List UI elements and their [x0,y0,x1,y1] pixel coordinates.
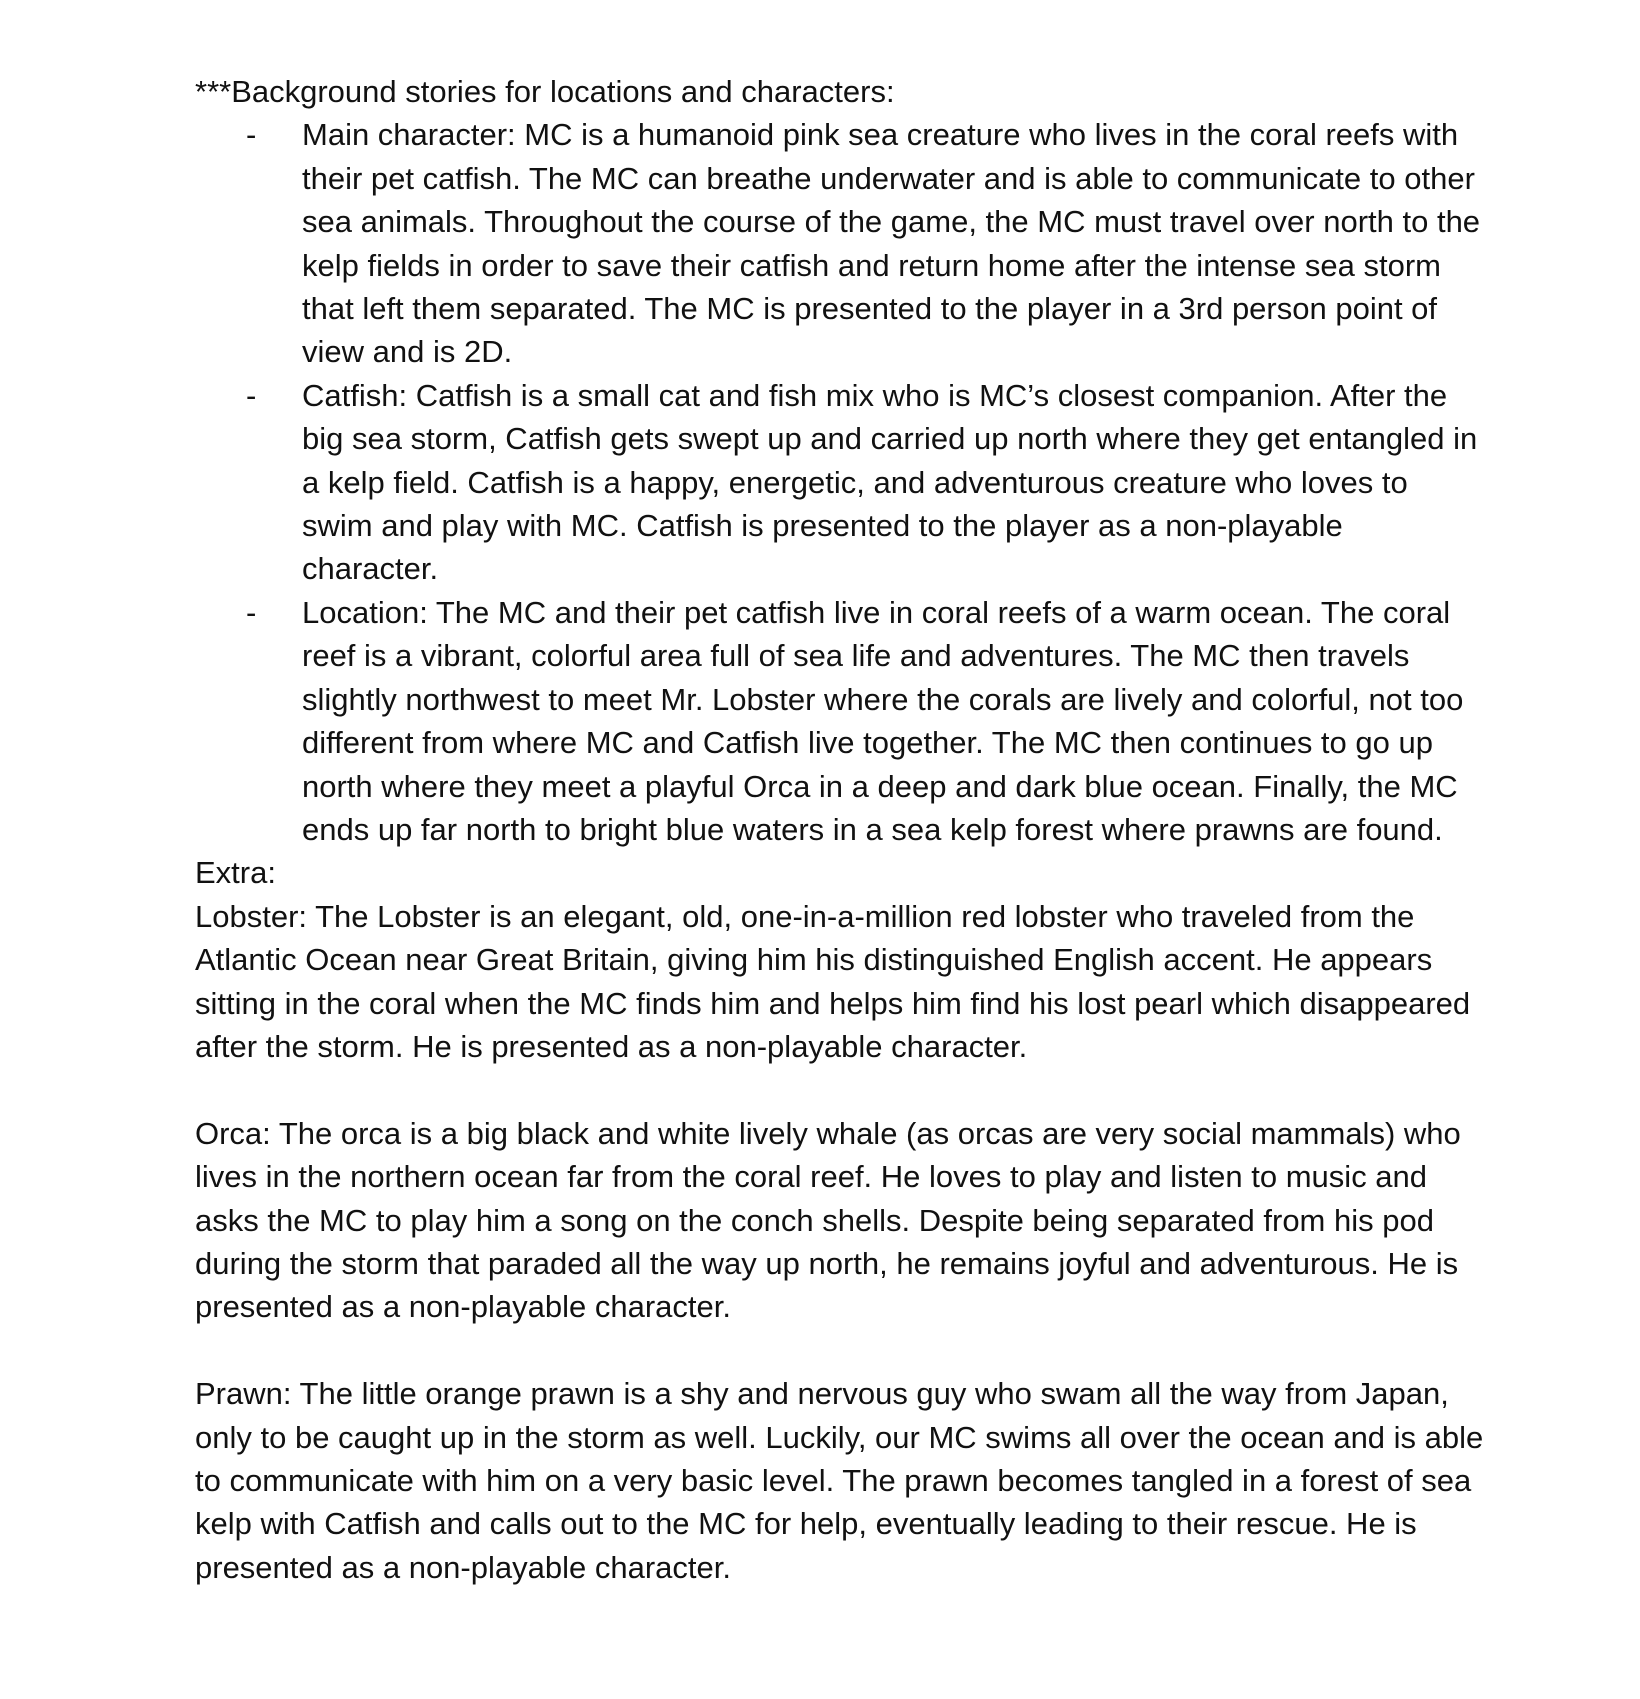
bullet-text-main-character: Main character: MC is a humanoid pink sea creature who lives in the coral reefs with their pet catfish. The MC can breathe underwater and is able to communicate to other sea animals. Throughout the course of the game, the MC must travel over north to the kelp fields in order to save their catfish and return home after the intense sea storm that left them separated. The MC is presented to the player in a 3rd person point of view and is 2D. [302,117,1481,370]
paragraph-spacer [195,1329,1485,1372]
paragraph-prawn: Prawn: The little orange prawn is a shy and nervous guy who swam all the way from Japan, only to be caught up in the storm as well. Luckily, our MC swims all over the ocean and is able to communicate with him on a very basic level. The prawn becomes tangled in a forest of sea kelp with Catfish and calls out to the MC for help, eventually leading to their rescue. He is presented as a non-playable character. [195,1376,1484,1585]
bullet-item-catfish [195,374,1485,591]
section-heading: ***Background stories for locations and characters: [195,74,895,109]
bullet-list [195,113,1485,851]
document-body [195,70,1485,1589]
paragraph-orca: Orca: The orca is a big black and white lively whale (as orcas are very social mammals) who lives in the northern ocean far from the coral reef. He loves to play and listen to music and asks the MC to play him a song on the conch shells. Despite being separated from his pod during the storm that paraded all the way up north, he remains joyful and adventurous. He is presented as a non-playable character. [195,1115,1461,1325]
bullet-marker: - [246,594,257,630]
paragraph-lobster: Lobster: The Lobster is an elegant, old, one-in-a-million red lobster who traveled from the Atlantic Ocean near Great Britain, giving him his distinguished English accent. He appears sitting in the coral when the MC finds him and helps him find his lost pearl which disappeared after the storm. He is presented as a non-playable character. [195,898,1471,1064]
paragraph-spacer [195,1068,1485,1111]
bullet-marker: - [246,377,257,413]
bullet-text-catfish: Catfish: Catfish is a small cat and fish mix who is MC’s closest companion. After the big sea storm, Catfish gets swept up and carried up north where they get entangled in a kelp field. Catfish is a happy, energetic, and adventurous creature who loves to swim and play with MC. Catfish is presented to the player as a non-playable character. [302,377,1478,587]
bullet-item-main-character [195,113,1485,373]
bullet-item-location [195,591,1485,851]
extra-label: Extra: [195,855,276,891]
bullet-text-location: Location: The MC and their pet catfish live in coral reefs of a warm ocean. The coral reef is a vibrant, colorful area full of sea life and adventures. The MC then travels slightly northwest to meet Mr. Lobster where the corals are lively and colorful, not too different from where MC and Catfish live together. The MC then continues to go up north where they meet a playful Orca in a deep and dark blue ocean. Finally, the MC ends up far north to bright blue waters in a sea kelp forest where prawns are found. [302,594,1464,847]
bullet-marker: - [246,117,257,153]
